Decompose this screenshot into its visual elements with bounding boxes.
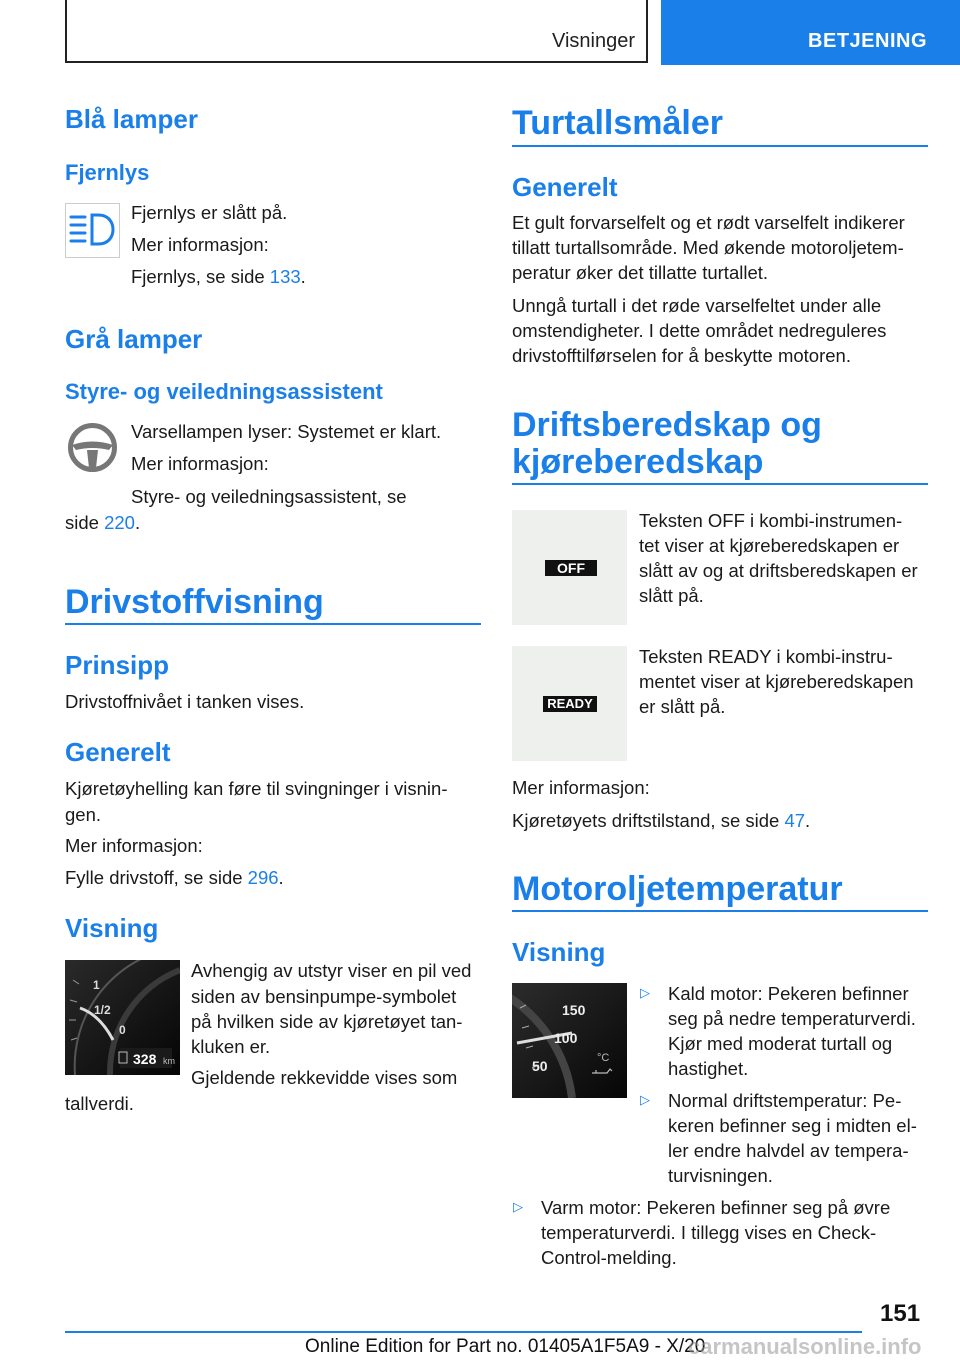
readiness-heading-2: kjøreberedskap bbox=[512, 443, 764, 481]
bullet-icon: ▷ bbox=[640, 985, 650, 1000]
rpm-text-3: peratur øker det tillatte turtallet. bbox=[512, 262, 769, 283]
fuel-gauge-label: 1 bbox=[93, 978, 100, 992]
ready-text-2: mentet viser at kjøreberedskapen bbox=[639, 671, 914, 692]
ready-indicator-image bbox=[512, 646, 627, 761]
steering-wheel-icon bbox=[65, 420, 120, 475]
oil-b3-text-3: Control-melding. bbox=[541, 1247, 677, 1268]
oil-display-heading: Visning bbox=[512, 937, 606, 967]
footer-rule bbox=[65, 1331, 862, 1333]
off-text-1: Teksten OFF i kombi-instrumen- bbox=[639, 510, 903, 531]
off-text-4: slått på. bbox=[639, 585, 704, 606]
watermark: carmanualsonline.info bbox=[688, 1334, 922, 1359]
heading-rule bbox=[512, 145, 928, 147]
oil-gauge-label: 150 bbox=[562, 1002, 586, 1018]
oil-b2-text-1: Normal driftstemperatur: Pe- bbox=[668, 1090, 902, 1111]
high-beam-text: Fjernlys er slått på. bbox=[131, 202, 288, 223]
high-beam-icon bbox=[65, 203, 120, 258]
more-info-label-2: Mer informasjon: bbox=[131, 453, 269, 474]
section-label: Visninger bbox=[552, 30, 636, 52]
heading-rule bbox=[512, 910, 928, 912]
edition-line: Online Edition for Part no. 01405A1F5A9 - X/20 bbox=[305, 1336, 706, 1357]
display-text-5: Gjeldende rekkevidde vises som bbox=[191, 1067, 458, 1088]
high-beam-ref: Fjernlys, se side 133. bbox=[131, 266, 306, 287]
display-text-1: Avhengig av utstyr viser en pil ved bbox=[191, 960, 472, 981]
rpm-heading: Turtallsmåler bbox=[512, 104, 724, 142]
refuel-ref: Fylle drivstoff, se side 296. bbox=[65, 867, 284, 888]
page-link-47[interactable]: 47 bbox=[784, 810, 806, 831]
oil-gauge-label: 100 bbox=[554, 1030, 578, 1046]
fuel-range-value: 328 bbox=[133, 1051, 157, 1067]
oil-temp-gauge-image bbox=[512, 983, 627, 1098]
chapter-label: BETJENING bbox=[808, 30, 927, 52]
bullet-icon: ▷ bbox=[513, 1199, 523, 1214]
display-text-2: siden av bensinpumpe-symbolet bbox=[191, 986, 457, 1007]
display-heading: Visning bbox=[65, 913, 159, 943]
rpm-text-6: drivstofftilførselen for å beskytte motoren. bbox=[512, 345, 851, 366]
ready-text-1: Teksten READY i kombi-instru- bbox=[639, 646, 893, 667]
fuel-gauge-label: 1/2 bbox=[94, 1003, 111, 1017]
steering-assist-subheading: Styre- og veiledningsassistent bbox=[65, 379, 383, 404]
off-badge: OFF bbox=[545, 560, 597, 576]
fuel-display-heading: Drivstoffvisning bbox=[65, 583, 324, 621]
page-number: 151 bbox=[880, 1300, 921, 1327]
oil-gauge-unit: °C bbox=[597, 1052, 610, 1064]
principle-heading: Prinsipp bbox=[65, 650, 170, 680]
rpm-text-5: omstendigheter. I dette området nedreguleres bbox=[512, 320, 887, 341]
blue-lamps-heading: Blå lamper bbox=[65, 104, 198, 134]
oil-b1-text-3: Kjør med moderat turtall og bbox=[668, 1033, 893, 1054]
page-link-220[interactable]: 220 bbox=[104, 512, 135, 533]
rpm-text-4: Unngå turtall i det røde varselfeltet under alle bbox=[512, 295, 882, 316]
oil-b2-text-4: turvisningen. bbox=[668, 1165, 773, 1186]
page-link-296[interactable]: 296 bbox=[247, 867, 279, 888]
oil-b1-text-2: seg på nedre temperaturverdi. bbox=[668, 1008, 916, 1029]
fuel-range-unit: km bbox=[163, 1056, 175, 1066]
steering-assist-text: Varsellampen lyser: Systemet er klart. bbox=[131, 421, 442, 442]
bullet-icon: ▷ bbox=[640, 1092, 650, 1107]
more-info-label-3: Mer informasjon: bbox=[65, 835, 203, 856]
display-text-6: tallverdi. bbox=[65, 1093, 134, 1114]
chapter-tab[interactable] bbox=[661, 0, 960, 65]
fuel-gauge-image bbox=[65, 960, 180, 1075]
oil-b3-text-1: Varm motor: Pekeren befinner seg på øvre bbox=[541, 1197, 891, 1218]
heading-rule bbox=[512, 483, 928, 485]
off-text-2: tet viser at kjøreberedskapen er bbox=[639, 535, 900, 556]
grey-lamps-heading: Grå lamper bbox=[65, 324, 203, 354]
steering-assist-ref-1: Styre- og veiledningsassistent, se bbox=[131, 486, 407, 507]
more-info-label: Mer informasjon: bbox=[131, 234, 269, 255]
rpm-general-heading: Generelt bbox=[512, 172, 618, 202]
rpm-text-1: Et gult forvarselfelt og et rødt varselfelt indikerer bbox=[512, 212, 905, 233]
more-info-label-4: Mer informasjon: bbox=[512, 777, 650, 798]
ready-badge: READY bbox=[543, 696, 597, 712]
heading-rule bbox=[65, 623, 481, 625]
off-indicator-image bbox=[512, 510, 627, 625]
operating-state-ref: Kjøretøyets driftstilstand, se side 47. bbox=[512, 810, 811, 831]
off-text-3: slått av og at driftsberedskapen er bbox=[639, 560, 918, 581]
readiness-heading-1: Driftsberedskap og bbox=[512, 406, 822, 444]
fuel-gauge-label: 0 bbox=[119, 1023, 126, 1037]
oil-b2-text-2: keren befinner seg i midten el- bbox=[668, 1115, 917, 1136]
display-text-3: på hvilken side av kjøretøyet tan- bbox=[191, 1011, 463, 1032]
general-text-1: Kjøretøyhelling kan føre til svingninger i visnin- bbox=[65, 778, 448, 799]
oil-b2-text-3: ler endre halvdel av tempera- bbox=[668, 1140, 909, 1161]
oil-b3-text-2: temperaturverdi. I tillegg vises en Check- bbox=[541, 1222, 877, 1243]
ready-text-3: er slått på. bbox=[639, 696, 726, 717]
display-text-4: kluken er. bbox=[191, 1036, 271, 1057]
principle-text: Drivstoffnivået i tanken vises. bbox=[65, 691, 305, 712]
high-beam-subheading: Fjernlys bbox=[65, 160, 150, 185]
oil-b1-text-1: Kald motor: Pekeren befinner bbox=[668, 983, 909, 1004]
oil-b1-text-4: hastighet. bbox=[668, 1058, 749, 1079]
oil-temp-heading: Motoroljetemperatur bbox=[512, 870, 843, 908]
rpm-text-2: tillatt turtallsområde. Med økende motoroljetem- bbox=[512, 237, 904, 258]
steering-assist-ref-2: side 220. bbox=[65, 512, 141, 533]
general-heading: Generelt bbox=[65, 737, 171, 767]
oil-gauge-label: 50 bbox=[532, 1058, 548, 1074]
general-text-2: gen. bbox=[65, 804, 102, 825]
page-link-133[interactable]: 133 bbox=[269, 266, 301, 287]
